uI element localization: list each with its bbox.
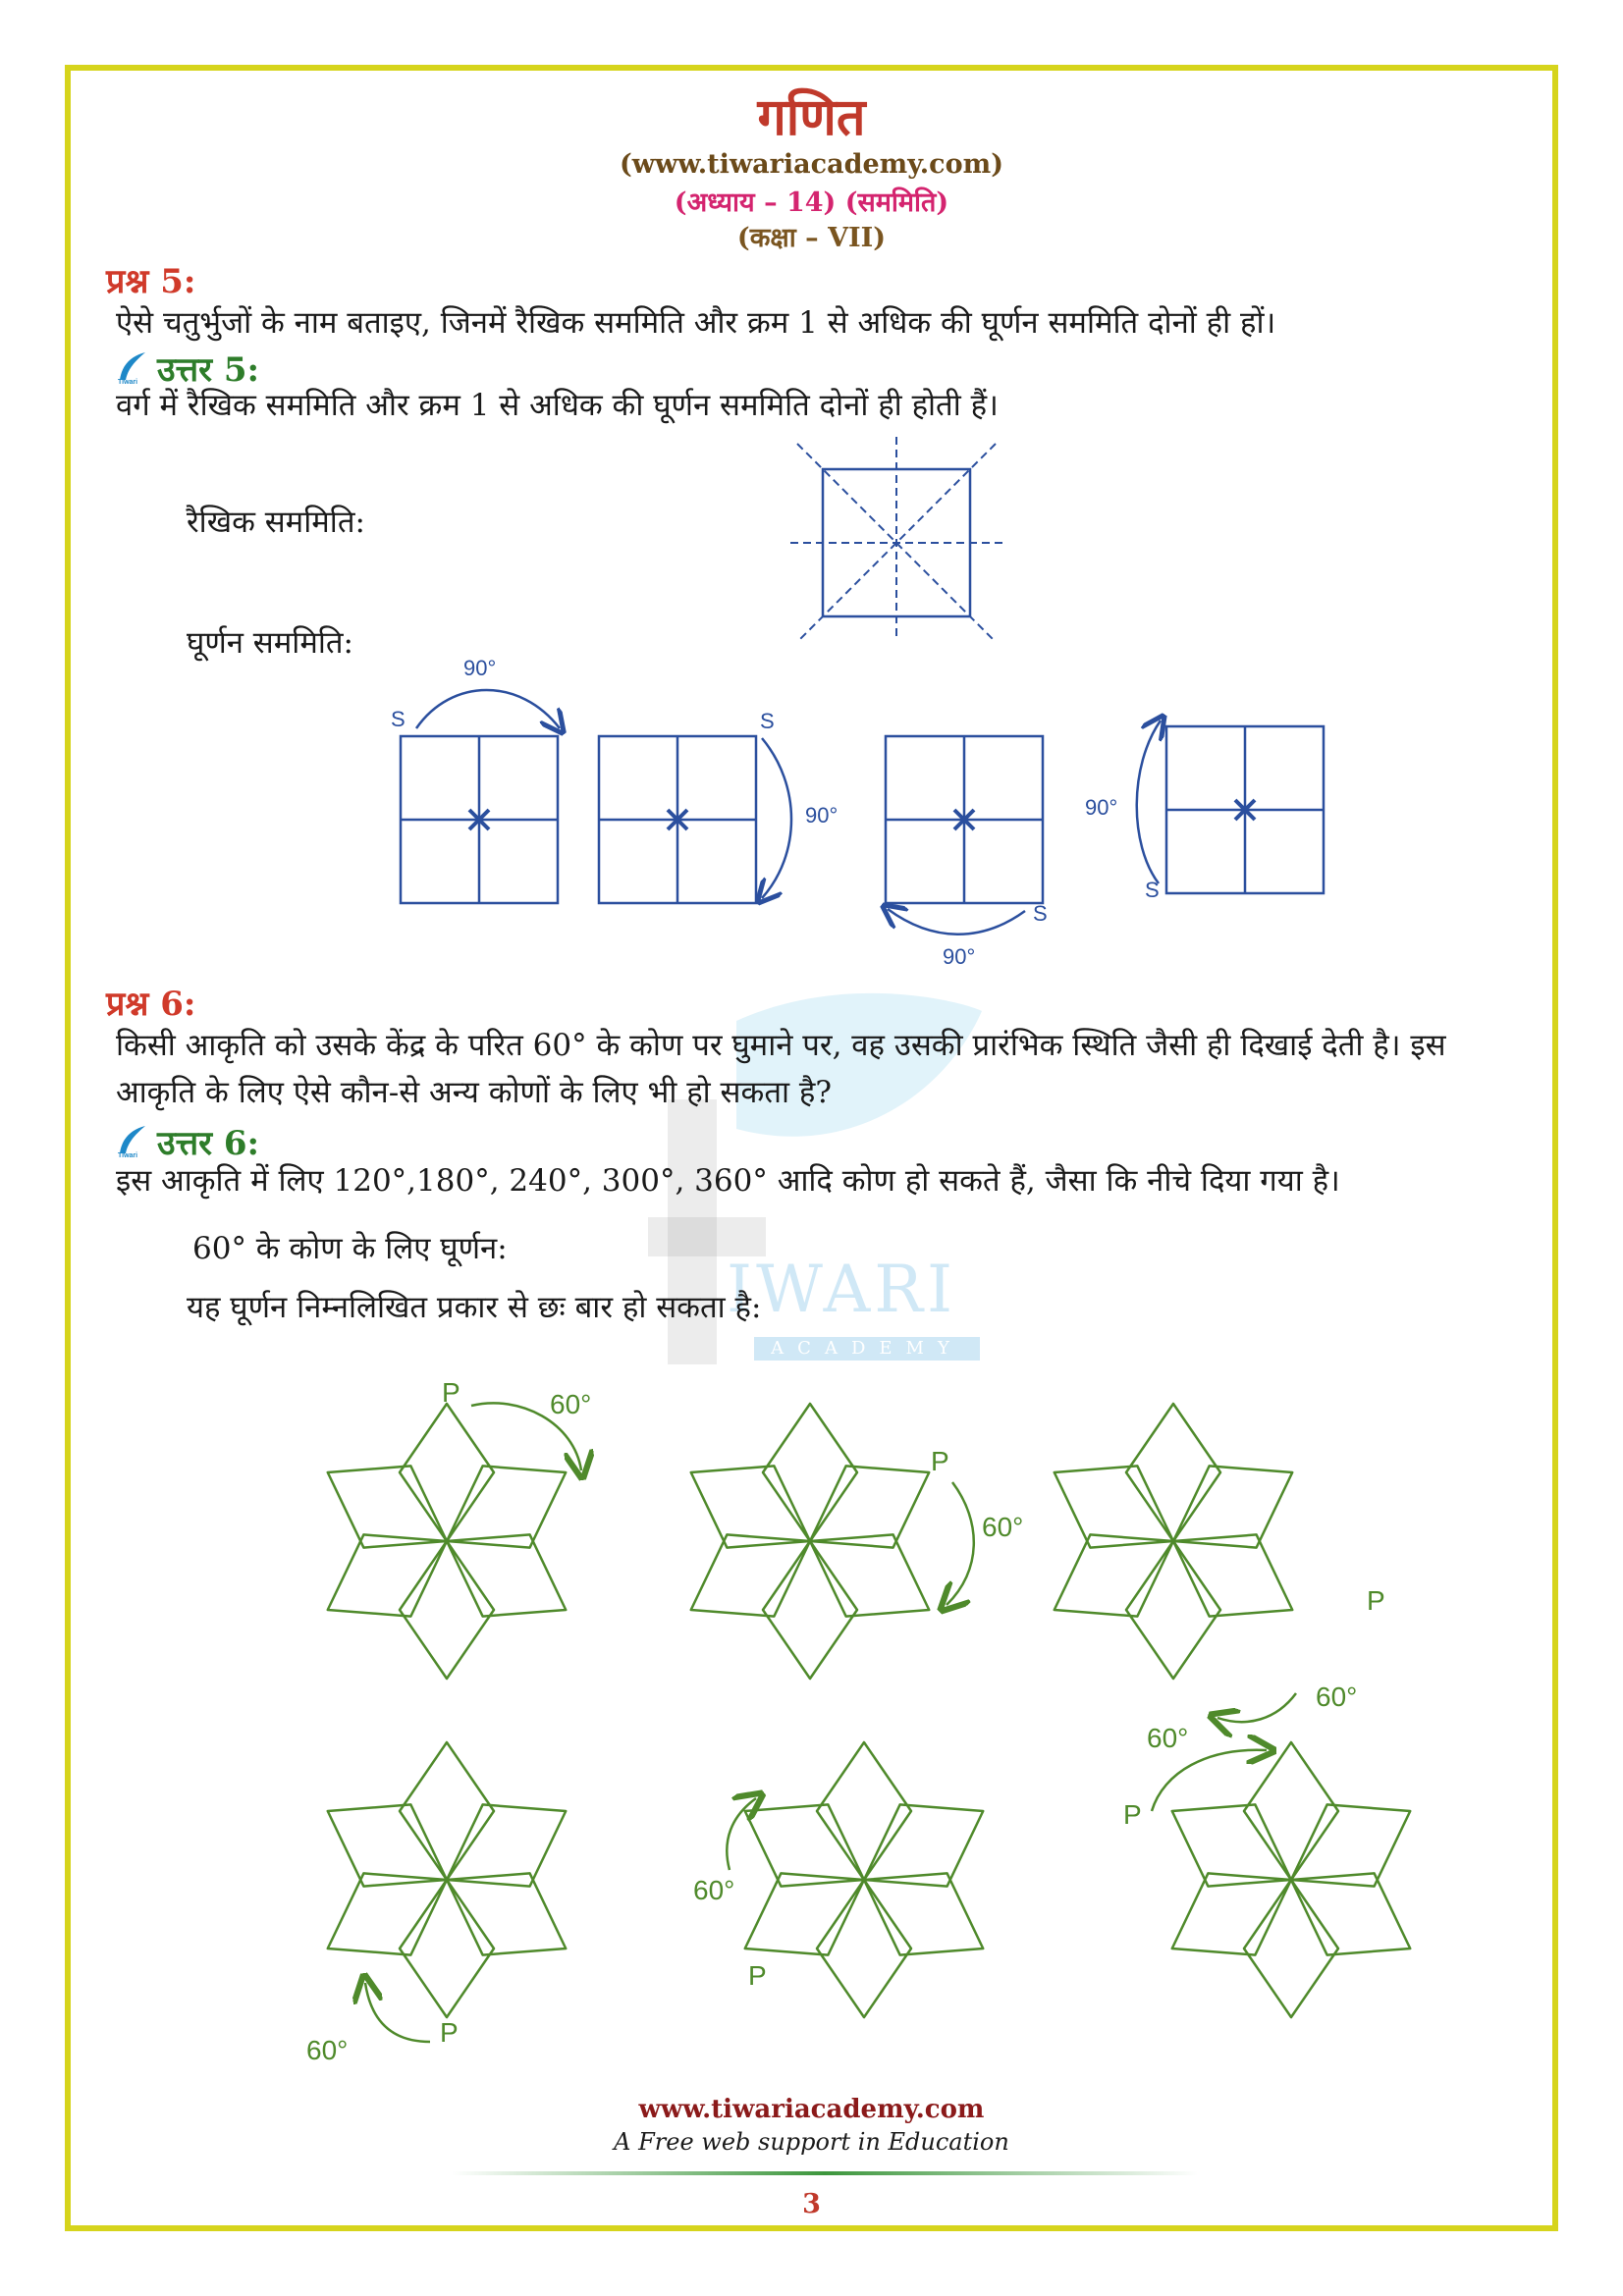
rotation-angle-label-4: 90° <box>1085 795 1118 820</box>
rotation-arrow-5 <box>727 1798 756 1870</box>
star-shape-4 <box>304 1742 589 2017</box>
footer-tagline: A Free web support in Education <box>614 2128 1009 2156</box>
quill-icon <box>116 350 151 386</box>
star-shape-3 <box>1031 1404 1316 1679</box>
angle-label-2: 60° <box>982 1512 1024 1542</box>
question-5-label: प्रश्न 5: <box>106 262 196 301</box>
point-label-p5: P <box>748 1960 767 1991</box>
question-6-text-line-1: किसी आकृति को उसके केंद्र के परित 60° के कोण पर घुमाने पर, वह उसकी प्रारंभिक स्थिति जैसी ही दिखाई देती है। इस <box>116 1028 1446 1063</box>
question-5-text: ऐसे चतुर्भुजों के नाम बताइए, जिनमें रैखिक सममिति और क्रम 1 से अधिक की घूर्णन सममिति दोनों ही हों। <box>116 305 1276 341</box>
quill-icon <box>116 1124 151 1159</box>
point-label-2: S <box>760 709 775 733</box>
rotation-arrow-4 <box>365 1983 430 2042</box>
angle-label-3: 60° <box>1316 1682 1358 1712</box>
page-number: 3 <box>802 2189 821 2219</box>
answer-5-text: वर्ग में रैखिक सममिति और क्रम 1 से अधिक की घूर्णन सममिति दोनों ही होती हैं। <box>116 388 999 423</box>
point-label-p6: P <box>1123 1799 1142 1830</box>
page-title: गणित <box>757 87 866 147</box>
watermark-subtext: ACADEMY <box>754 1337 980 1361</box>
angle-label-5: 60° <box>693 1875 735 1905</box>
star-shape-6 <box>1149 1742 1434 2017</box>
point-label-4: S <box>1145 878 1160 902</box>
question-6-label: प्रश्न 6: <box>106 985 196 1024</box>
rotation-angle-label-2: 90° <box>805 803 839 828</box>
six-times-note: यह घूर्णन निम्नलिखित प्रकार से छः बार हो सकता है: <box>187 1290 762 1325</box>
angle-label-6: 60° <box>1147 1723 1189 1753</box>
question-6-text-line-2: आकृति के लिए ऐसे कौन-से अन्य कोणों के लिए भी हो सकता है? <box>116 1075 832 1110</box>
point-label-p4: P <box>440 2017 459 2048</box>
line-symmetry-figure <box>785 432 1021 648</box>
footer-site-link[interactable]: www.tiwariacademy.com <box>638 2095 985 2124</box>
point-label-1: S <box>391 707 406 731</box>
chapter-label: (अध्याय – 14) (सममिति) <box>674 187 949 218</box>
rotation-note: 60° के कोण के लिए घूर्णन: <box>192 1231 508 1266</box>
rotation-arrow-3 <box>1217 1693 1296 1722</box>
quill-icon-caption: Tiwari <box>118 1152 138 1159</box>
quill-icon-caption: Tiwari <box>118 379 138 386</box>
answer-6-label: उत्तर 6: <box>157 1124 260 1163</box>
point-label-p1: P <box>442 1377 460 1408</box>
rotation-angle-label-3: 90° <box>943 944 976 969</box>
angle-label-1: 60° <box>550 1389 592 1419</box>
answer-5-label: उत्तर 5: <box>157 350 260 390</box>
star-rotation-figures <box>275 1355 1453 2081</box>
rotation-arrow-2 <box>947 1482 974 1605</box>
line-symmetry-label: रैखिक सममिति: <box>187 505 365 540</box>
rotational-symmetry-figure <box>373 648 1345 982</box>
angle-label-4: 60° <box>306 2035 349 2065</box>
rotation-square-2 <box>599 736 791 903</box>
point-label-p2: P <box>931 1446 949 1476</box>
answer-6-text: इस आकृति में लिए 120°,180°, 240°, 300°, 360° आदि कोण हो सकते हैं, जैसा कि नीचे दिया गया है। <box>116 1163 1340 1199</box>
rotation-square-4 <box>1137 721 1324 893</box>
star-shape-1 <box>304 1404 589 1679</box>
point-label-3: S <box>1033 901 1048 926</box>
rotation-angle-label-1: 90° <box>463 656 497 680</box>
class-label: (कक्षा – VII) <box>736 223 887 253</box>
star-shape-2 <box>668 1404 952 1679</box>
rotation-square-3 <box>886 736 1043 934</box>
point-label-p3: P <box>1367 1585 1385 1616</box>
rotation-square-1 <box>401 690 560 903</box>
watermark-text: IWARI <box>727 1252 957 1327</box>
header-site: (www.tiwariacademy.com) <box>620 149 1003 180</box>
rotational-symmetry-label: घूर्णन सममिति: <box>187 625 353 661</box>
footer-divider <box>452 2171 1198 2175</box>
